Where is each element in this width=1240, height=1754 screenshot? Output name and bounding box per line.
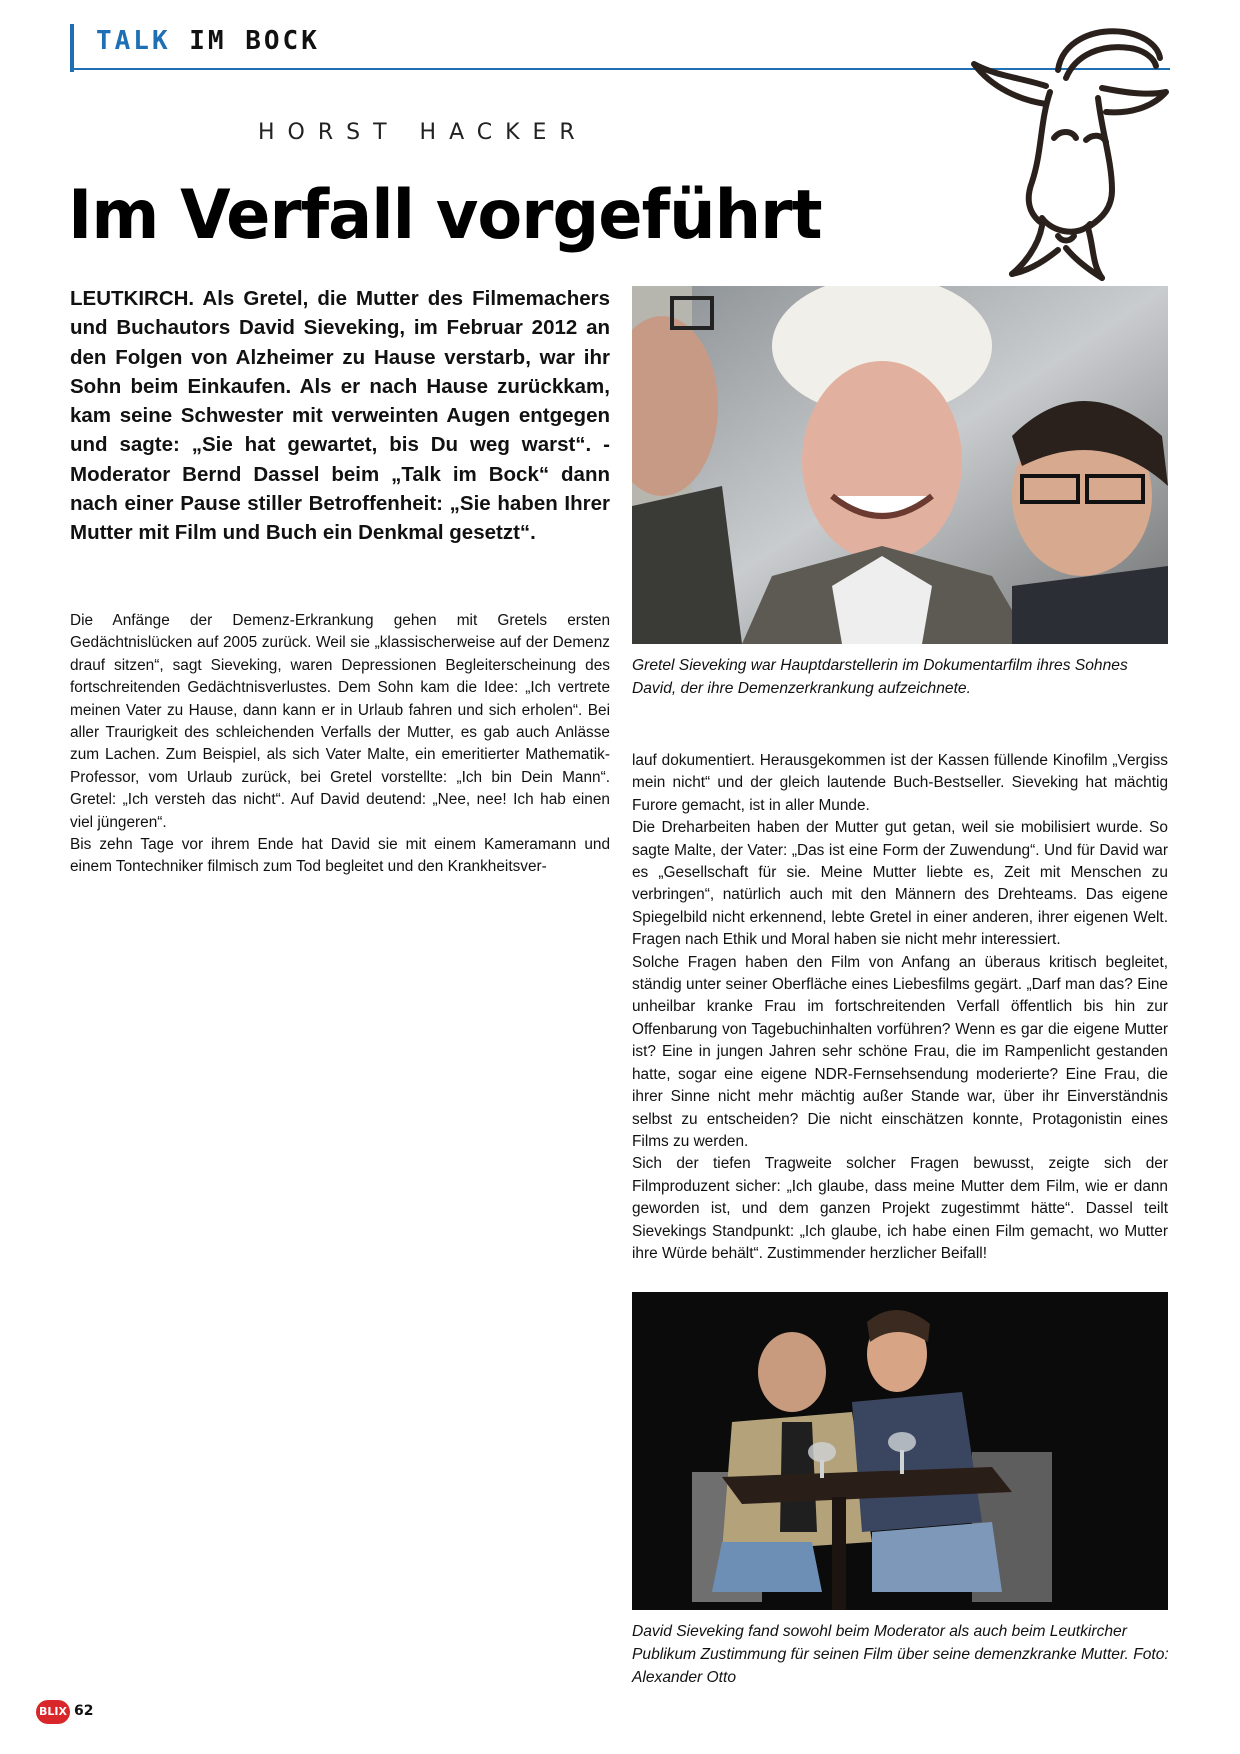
- photo-stage-talk: [632, 1292, 1168, 1610]
- paragraph: Solche Fragen haben den Film von Anfang an überaus kritisch begleitet, ständig unter seiner Oberfläche eines Liebesfilms gegärt. „Darf man das? Eine unheilbar kranke Frau im fortschreitenden Verfall öffentlich bis hin zur Offenbarung von Tagebuchinhalten vorführen? Wenn es gar die eigene Mutter ist? Eine in jungen Jahren sehr schöne Frau, die im Rampenlicht gestanden hatte, sogar eine eigene NDR-Fernsehsendung moderierte? Eine Frau, die ihrer Sinne nicht mehr mächtig außer Stande war, über ihr Einverständnis selbst zu entscheiden? Die nicht einschätzen konnte, Protagonistin eines Films zu werden.: [632, 953, 1168, 1150]
- body-column-1: [70, 610, 610, 879]
- lead-paragraph: LEUTKIRCH. Als Gretel, die Mutter des Filmemachers und Buchautors David Sieveking, im Februar 2012 an den Folgen von Alzheimer zu Hause verstarb, war ihr Sohn beim Einkaufen. Als er nach Hause zurückkam, kam seine Schwester mit verweinten Augen entgegen und sagte: „Sie hat gewartet, bis Du weg warst“. - Moderator Bernd Dassel beim „Talk im Bock“ dann nach einer Pause stiller Betroffenheit: „Sie haben Ihrer Mutter mit Film und Buch ein Denkmal gesetzt“.: [70, 287, 610, 545]
- photo-illustration: [632, 286, 1168, 644]
- paragraph: Sich der tiefen Tragweite solcher Fragen bewusst, zeigte sich der Filmproduzent sicher: „Ich glaube, dass meine Mutter dem Film, wie er dann geworden ist, und dem ganzen Projekt zugestimmt hätte“. Dassel teilt Sievekings Standpunkt: „Ich glaube, ich habe einen Film gemacht, wo Mutter ihre Würde behält“. Zustimmender herzlicher Beifall!: [632, 1155, 1168, 1262]
- section-title: [96, 26, 320, 56]
- photo-gretel-sieveking: [632, 286, 1168, 644]
- section-title-part2: IM BOCK: [189, 26, 320, 56]
- body-column-2: [632, 750, 1168, 1265]
- paragraph: lauf dokumentiert. Herausgekommen ist der Kassen füllende Kinofilm „Vergiss mein nicht“ und der gleich lautende Buch-Bestseller. Sieveking hat mächtig Furore gemacht, ist in aller Munde.: [632, 752, 1168, 814]
- page-number: 62: [74, 1703, 94, 1719]
- section-bar: [70, 24, 74, 72]
- goat-illustration: [962, 22, 1172, 284]
- photo-illustration: [632, 1292, 1168, 1610]
- paragraph: Die Dreharbeiten haben der Mutter gut getan, weil sie mobilisiert wurde. So sagte Malte, der Vater: „Das ist eine Form der Zuwendung“. Und für David war es „Gesellschaft für sie. Meine Mutter liebte es, Zeit mit Menschen zu verbringen“, natürlich auch mit den Männern des Drehteams. Das eigene Spiegelbild nicht erkennend, lebte Gretel in einer anderen, ihrer eigenen Welt. Fragen nach Ethik und Moral haben sie nicht mehr interessiert.: [632, 819, 1168, 949]
- author-byline: HORST HACKER: [258, 120, 588, 145]
- photo-caption-1: Gretel Sieveking war Hauptdarstellerin im Dokumentarfilm ihres Sohnes David, der ihre Demenzerkrankung aufzeichnete.: [632, 657, 1128, 697]
- paragraph: Die Anfänge der Demenz-Erkrankung gehen mit Gretels ersten Gedächtnislücken auf 2005 zurück. Weil sie „klassischerweise auf der Demenz drauf sitzen“, sagt Sieveking, waren Depressionen Begleiterscheinung des fortschreitenden Gedächtnisverlustes. Dem Sohn kam die Idee: „Ich vertrete meinen Vater zu Hause, dann kann er in Urlaub fahren und sich erholen“. Bei aller Traurigkeit des schleichenden Verfalls der Mutter, es gab auch Anlässe zum Lachen. Zum Beispiel, als sich Vater Malte, ein emeritierter Mathematik-Professor, vom Urlaub zurück, bei Gretel vorstellte: „Ich bin Dein Mann“. Gretel: „Ich versteh das nicht“. Auf David deutend: „Nee, nee! Ich hab einen viel jüngeren“.: [70, 612, 610, 831]
- paragraph: Bis zehn Tage vor ihrem Ende hat David sie mit einem Kameramann und einem Tontechniker filmisch zum Tod begleitet und den Krankheitsver-: [70, 836, 610, 876]
- magazine-logo: BLIX: [36, 1700, 70, 1724]
- headline: Im Verfall vorgeführt: [68, 176, 822, 255]
- photo-caption-2: David Sieveking fand sowohl beim Moderator als auch beim Leutkircher Publikum Zustimmung für seinen Film über seine demenzkranke Mutter. Foto: Alexander Otto: [632, 1623, 1169, 1686]
- section-title-part1: TALK: [96, 26, 171, 56]
